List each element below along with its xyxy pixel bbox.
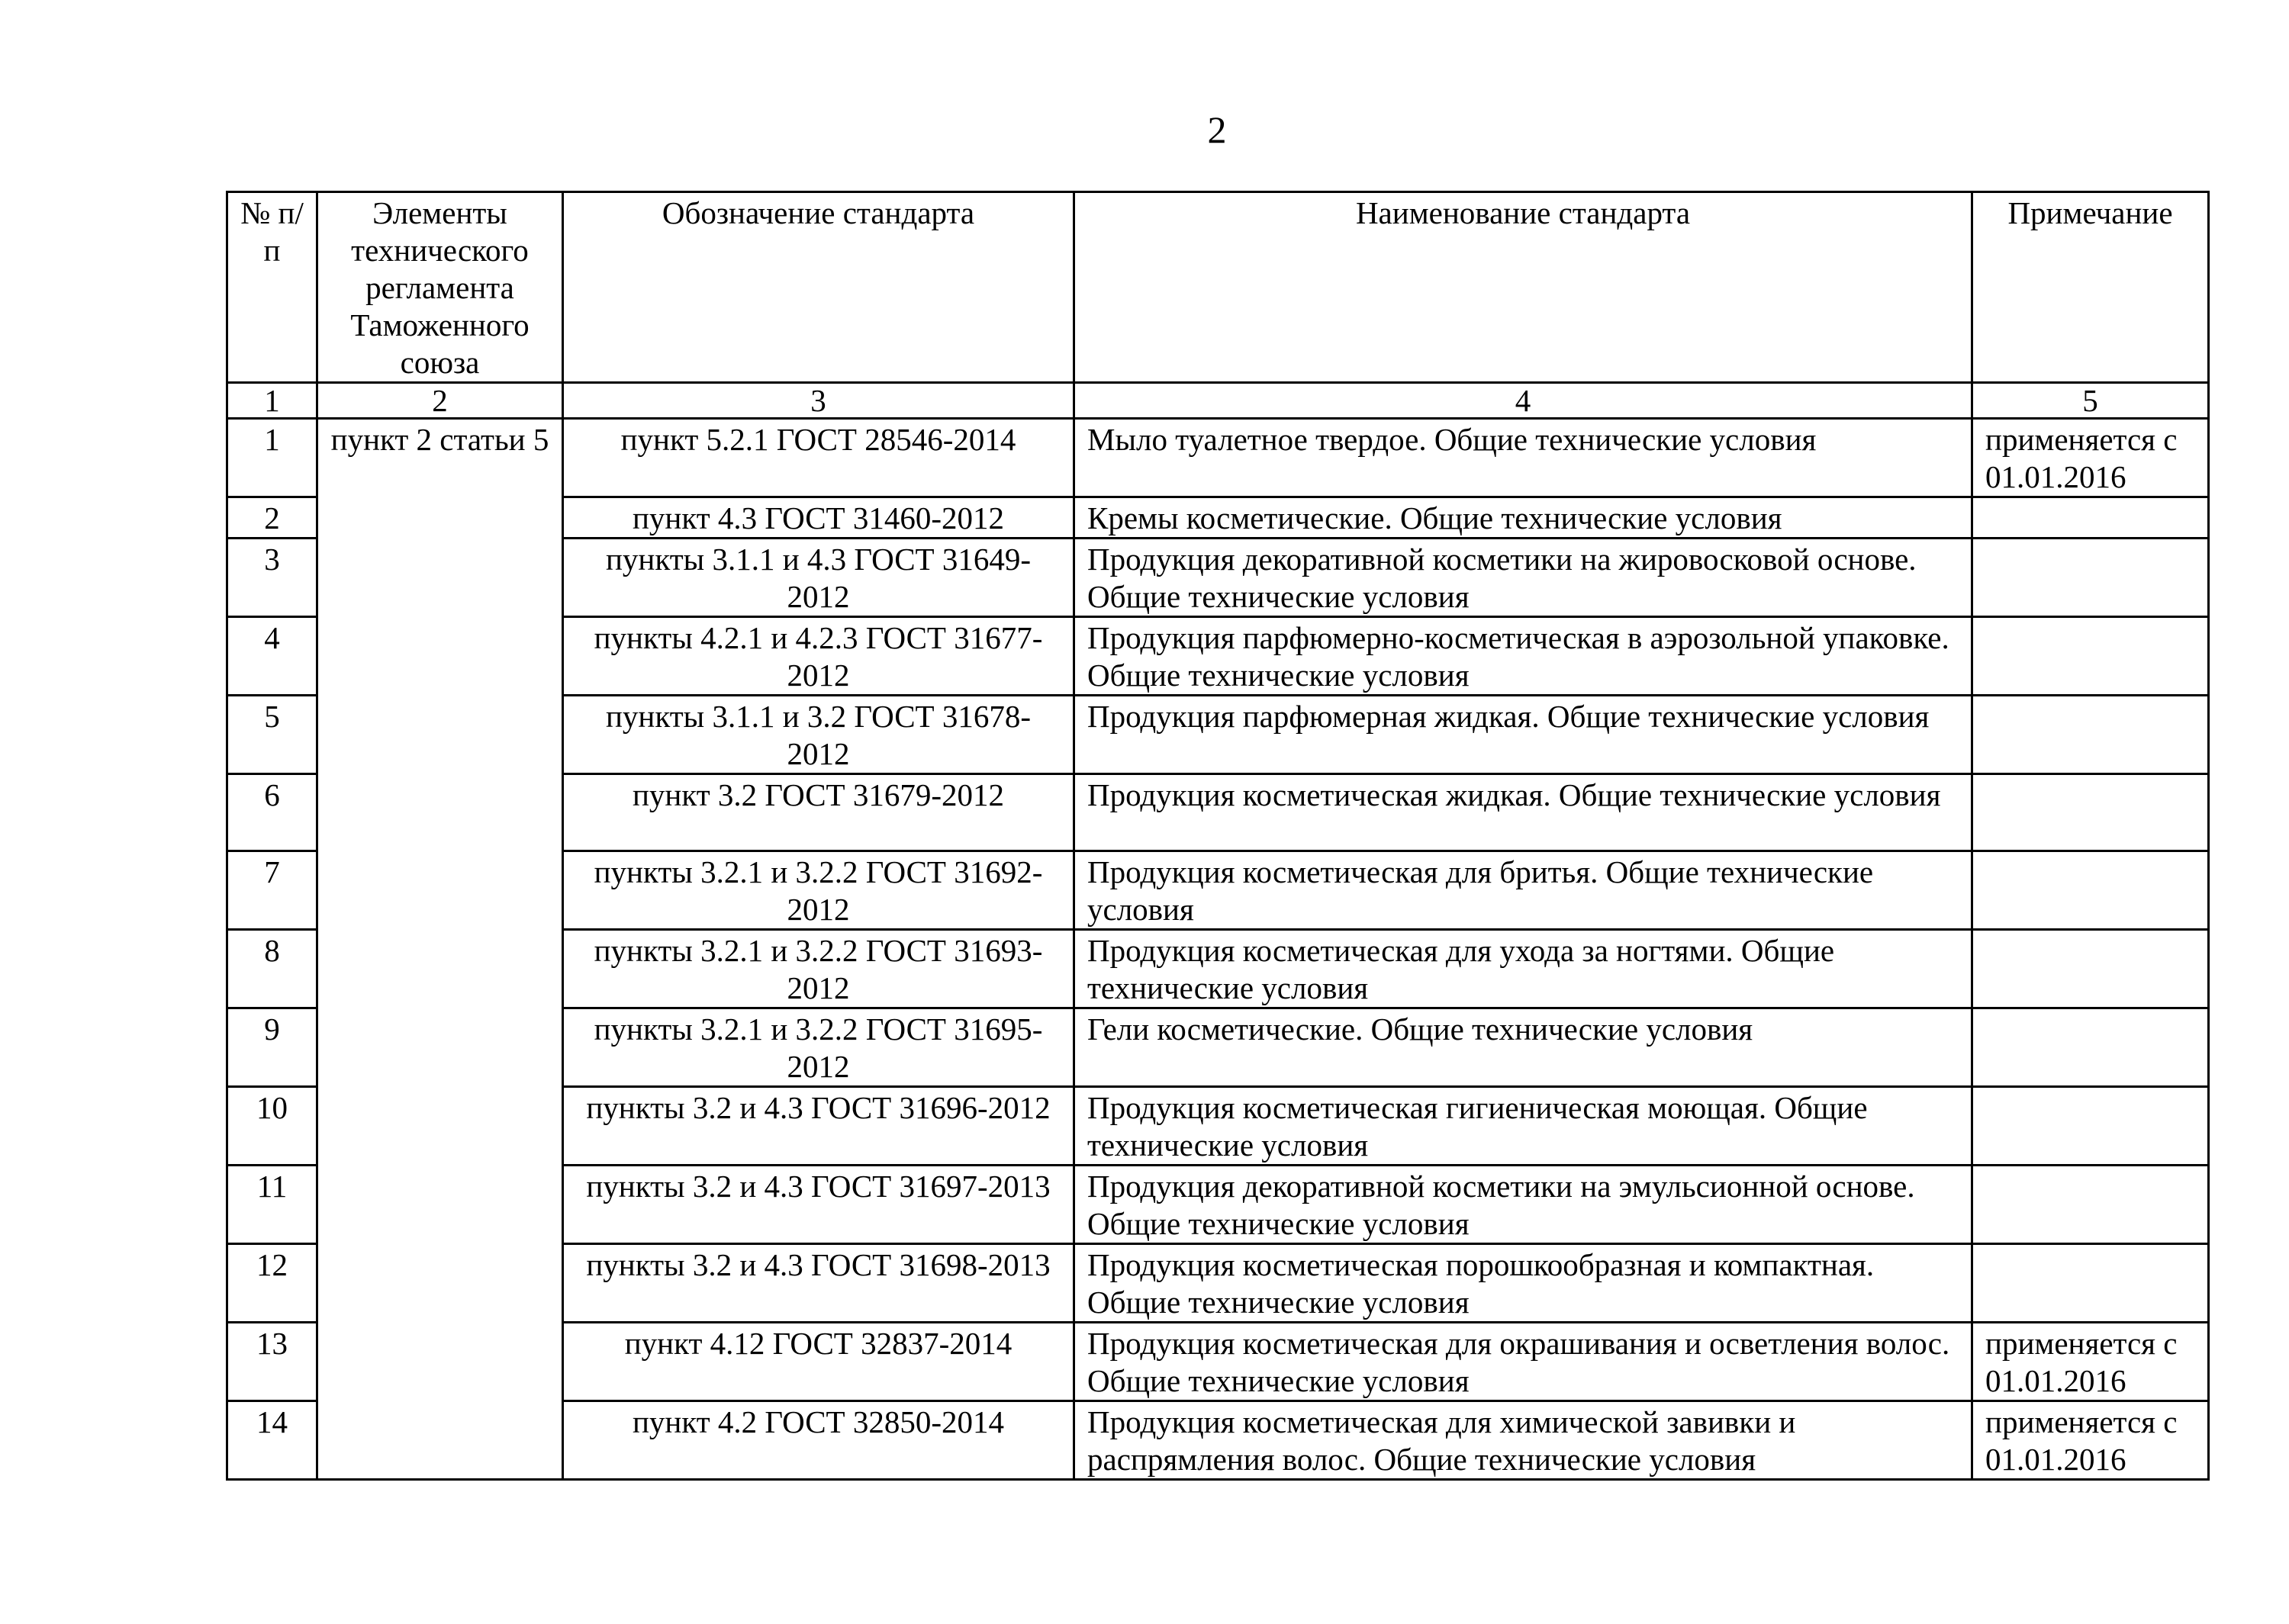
row-number: 10 (227, 1087, 317, 1166)
standard-note (1972, 696, 2209, 774)
header-designation: Обозначение стандарта (563, 192, 1074, 383)
standard-name: Продукция косметическая жидкая. Общие технические условия (1074, 774, 1972, 851)
row-number: 9 (227, 1008, 317, 1087)
row-number: 1 (227, 419, 317, 497)
standard-note (1972, 1087, 2209, 1166)
page-number: 2 (1207, 108, 1227, 151)
standard-name: Продукция косметическая порошкообразная и компактная. Общие технические условия (1074, 1244, 1972, 1323)
standard-designation: пункты 3.2 и 4.3 ГОСТ 31696-2012 (563, 1087, 1074, 1166)
row-number: 3 (227, 539, 317, 617)
standard-name: Мыло туалетное твердое. Общие технические условия (1074, 419, 1972, 497)
row-number: 2 (227, 497, 317, 539)
row-number: 5 (227, 696, 317, 774)
column-number: 2 (317, 383, 563, 419)
standard-designation: пункты 3.1.1 и 3.2 ГОСТ 31678-2012 (563, 696, 1074, 774)
row-number: 11 (227, 1166, 317, 1244)
row-number: 12 (227, 1244, 317, 1323)
regulation-element: пункт 2 статьи 5 (317, 419, 563, 1480)
standard-designation: пункты 3.2.1 и 3.2.2 ГОСТ 31695-2012 (563, 1008, 1074, 1087)
column-number: 3 (563, 383, 1074, 419)
standard-designation: пункты 4.2.1 и 4.2.3 ГОСТ 31677-2012 (563, 617, 1074, 696)
standard-designation: пункт 5.2.1 ГОСТ 28546-2014 (563, 419, 1074, 497)
standard-name: Продукция косметическая для бритья. Общие технические условия (1074, 851, 1972, 930)
row-number: 6 (227, 774, 317, 851)
row-number: 8 (227, 930, 317, 1008)
row-number: 13 (227, 1323, 317, 1401)
standard-note: применяется с 01.01.2016 (1972, 1401, 2209, 1480)
standard-name: Гели косметические. Общие технические условия (1074, 1008, 1972, 1087)
column-number: 4 (1074, 383, 1972, 419)
standard-note (1972, 497, 2209, 539)
table-header-row (227, 192, 2209, 383)
header-name: Наименование стандарта (1074, 192, 1972, 383)
header-element: Элементы технического регламента Таможенного союза (317, 192, 563, 383)
standard-designation: пункт 3.2 ГОСТ 31679-2012 (563, 774, 1074, 851)
standard-name: Продукция декоративной косметики на эмульсионной основе. Общие технические условия (1074, 1166, 1972, 1244)
standard-note (1972, 930, 2209, 1008)
standard-designation: пункт 4.12 ГОСТ 32837-2014 (563, 1323, 1074, 1401)
header-note: Примечание (1972, 192, 2209, 383)
standard-designation: пункты 3.1.1 и 4.3 ГОСТ 31649-2012 (563, 539, 1074, 617)
row-number: 4 (227, 617, 317, 696)
standard-name: Продукция парфюмерно-косметическая в аэрозольной упаковке. Общие технические условия (1074, 617, 1972, 696)
standard-name: Продукция косметическая для ухода за ногтями. Общие технические условия (1074, 930, 1972, 1008)
standard-note (1972, 1166, 2209, 1244)
standard-note: применяется с 01.01.2016 (1972, 1323, 2209, 1401)
standard-designation: пункты 3.2.1 и 3.2.2 ГОСТ 31693-2012 (563, 930, 1074, 1008)
row-number: 7 (227, 851, 317, 930)
standard-note (1972, 617, 2209, 696)
standard-note: применяется с 01.01.2016 (1972, 419, 2209, 497)
standard-designation: пункты 3.2.1 и 3.2.2 ГОСТ 31692-2012 (563, 851, 1074, 930)
standard-name: Продукция косметическая для окрашивания и осветления волос. Общие технические условия (1074, 1323, 1972, 1401)
column-number: 5 (1972, 383, 2209, 419)
table-row (227, 419, 2209, 497)
standard-note (1972, 774, 2209, 851)
standard-designation: пункт 4.2 ГОСТ 32850-2014 (563, 1401, 1074, 1480)
header-num: № п/п (227, 192, 317, 383)
standard-name: Продукция декоративной косметики на жировосковой основе. Общие технические условия (1074, 539, 1972, 617)
standard-designation: пункт 4.3 ГОСТ 31460-2012 (563, 497, 1074, 539)
row-number: 14 (227, 1401, 317, 1480)
standard-name: Продукция косметическая для химической завивки и распрямления волос. Общие технические условия (1074, 1401, 1972, 1480)
standard-note (1972, 539, 2209, 617)
standard-note (1972, 851, 2209, 930)
standard-note (1972, 1244, 2209, 1323)
standard-note (1972, 1008, 2209, 1087)
standards-table (226, 191, 2210, 1481)
standard-name: Кремы косметические. Общие технические условия (1074, 497, 1972, 539)
standard-designation: пункты 3.2 и 4.3 ГОСТ 31697-2013 (563, 1166, 1074, 1244)
standard-name: Продукция парфюмерная жидкая. Общие технические условия (1074, 696, 1972, 774)
column-numbers-row (227, 383, 2209, 419)
standard-designation: пункты 3.2 и 4.3 ГОСТ 31698-2013 (563, 1244, 1074, 1323)
column-number: 1 (227, 383, 317, 419)
standard-name: Продукция косметическая гигиеническая моющая. Общие технические условия (1074, 1087, 1972, 1166)
